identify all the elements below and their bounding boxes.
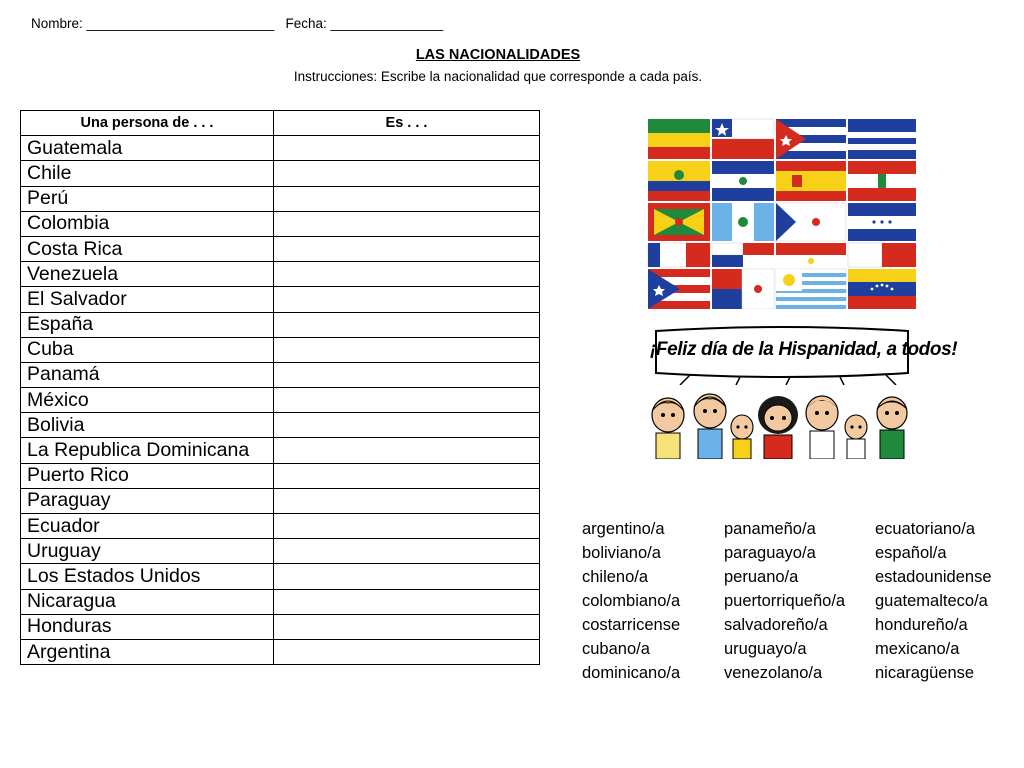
- table-row: [21, 161, 540, 186]
- nationality-answer-cell[interactable]: [274, 362, 540, 387]
- nationality-answer-cell[interactable]: [274, 287, 540, 312]
- country-table: [20, 110, 540, 665]
- word-bank-item: cubano/a: [582, 640, 650, 658]
- country-cell: El Salvador: [21, 287, 274, 312]
- nationality-answer-cell[interactable]: [274, 262, 540, 287]
- country-cell: Honduras: [21, 614, 274, 639]
- table-row: [21, 614, 540, 639]
- country-cell: Chile: [21, 161, 274, 186]
- table-row: [21, 262, 540, 287]
- country-cell: Bolivia: [21, 413, 274, 438]
- speech-banner: [650, 325, 958, 385]
- table-row: [21, 236, 540, 261]
- country-cell: Colombia: [21, 211, 274, 236]
- word-bank-column-2: [724, 517, 845, 685]
- country-cell: Los Estados Unidos: [21, 564, 274, 589]
- column-header-country: Una persona de . . .: [21, 111, 274, 136]
- word-bank-item: dominicano/a: [582, 664, 681, 682]
- word-bank-item: colombiano/a: [582, 592, 681, 610]
- table-row: [21, 488, 540, 513]
- word-bank-item: argentino/a: [582, 520, 665, 538]
- banner-text: ¡Feliz día de la Hispanidad, a todos!: [650, 339, 958, 360]
- nationality-answer-cell[interactable]: [274, 589, 540, 614]
- table-row: [21, 312, 540, 337]
- country-cell: Uruguay: [21, 539, 274, 564]
- hispanidad-image: [646, 117, 958, 459]
- nationality-answer-cell[interactable]: [274, 136, 540, 161]
- word-bank-item: boliviano/a: [582, 544, 661, 562]
- nombre-label: Nombre:: [31, 16, 83, 31]
- instructions: Instrucciones: Escribe la nacionalidad que corresponde a cada país.: [293, 69, 703, 84]
- word-bank-item: chileno/a: [582, 568, 649, 586]
- country-cell: Ecuador: [21, 514, 274, 539]
- nationality-answer-cell[interactable]: [274, 161, 540, 186]
- table-row: [21, 287, 540, 312]
- country-cell: Panamá: [21, 362, 274, 387]
- nationality-answer-cell[interactable]: [274, 438, 540, 463]
- country-cell: Venezuela: [21, 262, 274, 287]
- nationality-answer-cell[interactable]: [274, 539, 540, 564]
- word-bank-item: puertorriqueño/a: [724, 592, 846, 610]
- fecha-field[interactable]: _______________: [330, 16, 444, 31]
- table-row: [21, 186, 540, 211]
- country-cell: La Republica Dominicana: [21, 438, 274, 463]
- nationality-answer-cell[interactable]: [274, 488, 540, 513]
- nationality-answer-cell[interactable]: [274, 413, 540, 438]
- table-row: [21, 413, 540, 438]
- header-line: [31, 16, 443, 31]
- word-bank-item: guatemalteco/a: [875, 592, 988, 610]
- word-bank-item: español/a: [875, 544, 947, 562]
- word-bank-item: estadounidense: [875, 568, 992, 586]
- table-row: [21, 539, 540, 564]
- nationality-answer-cell[interactable]: [274, 463, 540, 488]
- word-bank-item: hondureño/a: [875, 616, 968, 634]
- country-cell: Perú: [21, 186, 274, 211]
- country-cell: España: [21, 312, 274, 337]
- table-row: [21, 337, 540, 362]
- column-header-nationality: Es . . .: [274, 111, 540, 136]
- nationality-answer-cell[interactable]: [274, 388, 540, 413]
- country-cell: Nicaragua: [21, 589, 274, 614]
- nombre-field[interactable]: _________________________: [86, 16, 275, 31]
- table-row: [21, 463, 540, 488]
- nationality-answer-cell[interactable]: [274, 614, 540, 639]
- table-row: [21, 438, 540, 463]
- country-cell: Argentina: [21, 639, 274, 664]
- nationality-answer-cell[interactable]: [274, 236, 540, 261]
- table-row: [21, 362, 540, 387]
- nationality-answer-cell[interactable]: [274, 639, 540, 664]
- nationality-answer-cell[interactable]: [274, 312, 540, 337]
- nationality-answer-cell[interactable]: [274, 564, 540, 589]
- table-row: [21, 514, 540, 539]
- table-row: [21, 211, 540, 236]
- word-bank-item: salvadoreño/a: [724, 616, 828, 634]
- word-bank-item: peruano/a: [724, 568, 799, 586]
- table-row: [21, 564, 540, 589]
- country-cell: Guatemala: [21, 136, 274, 161]
- word-bank-column-1: [582, 517, 680, 685]
- table-row: [21, 639, 540, 664]
- table-header-row: [21, 111, 540, 136]
- nationality-answer-cell[interactable]: [274, 211, 540, 236]
- country-cell: Costa Rica: [21, 236, 274, 261]
- word-bank-item: nicaragüense: [875, 664, 975, 682]
- word-bank-item: panameño/a: [724, 520, 816, 538]
- table-row: [21, 589, 540, 614]
- country-cell: Paraguay: [21, 488, 274, 513]
- word-bank-item: uruguayo/a: [724, 640, 807, 658]
- table-row: [21, 388, 540, 413]
- page-title: LAS NACIONALIDADES: [415, 47, 581, 63]
- table-row: [21, 136, 540, 161]
- nationality-answer-cell[interactable]: [274, 186, 540, 211]
- nationality-answer-cell[interactable]: [274, 337, 540, 362]
- country-cell: Puerto Rico: [21, 463, 274, 488]
- cartoon-children-illustration: [646, 385, 918, 459]
- word-bank-item: costarricense: [582, 616, 681, 634]
- word-bank-item: ecuatoriano/a: [875, 520, 975, 538]
- country-cell: México: [21, 388, 274, 413]
- word-bank-column-3: [875, 517, 992, 685]
- country-cell: Cuba: [21, 337, 274, 362]
- nationality-answer-cell[interactable]: [274, 514, 540, 539]
- word-bank-item: mexicano/a: [875, 640, 960, 658]
- fecha-label: Fecha:: [285, 16, 327, 31]
- word-bank-item: venezolano/a: [724, 664, 823, 682]
- flags-collage: [646, 117, 918, 309]
- word-bank-item: paraguayo/a: [724, 544, 816, 562]
